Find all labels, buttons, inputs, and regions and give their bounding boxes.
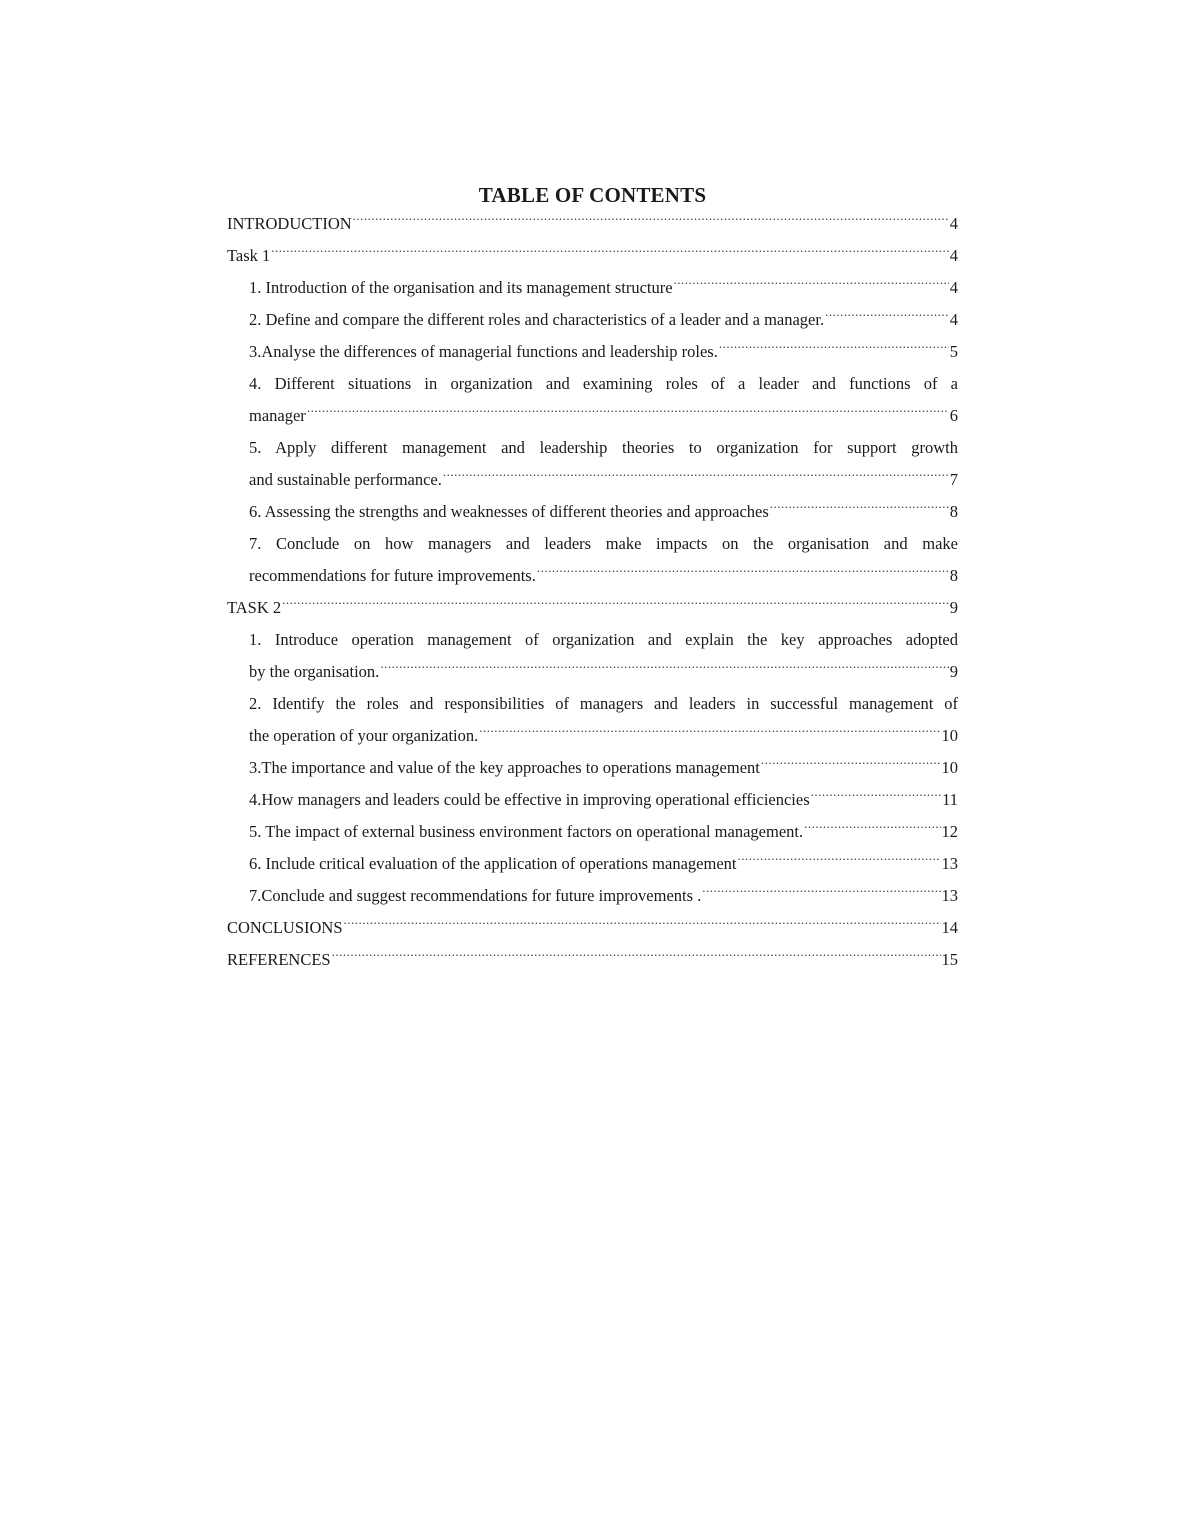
toc-entry-line <box>227 912 958 944</box>
dot-leader <box>674 277 949 294</box>
toc-page-number: 14 <box>941 918 958 937</box>
dot-leader <box>811 789 941 806</box>
dot-leader <box>761 757 941 774</box>
dot-leader <box>271 245 948 262</box>
dot-leader <box>282 597 949 614</box>
toc-entry-line <box>249 336 958 368</box>
toc-page-number: 6 <box>949 406 958 425</box>
toc-entry[interactable] <box>227 272 958 304</box>
toc-entry-text: 1. Introduction of the organisation and its management structure <box>249 278 673 297</box>
toc-entry-text-line1: 2. Identify the roles and responsibilities of managers and leaders in successful management of <box>249 694 958 713</box>
dot-leader <box>737 853 940 870</box>
toc-entry-line <box>249 272 958 304</box>
toc-entry-line <box>249 848 958 880</box>
toc-entry[interactable] <box>227 624 958 688</box>
toc-page-number: 12 <box>941 822 958 841</box>
toc-entry-line <box>249 784 958 816</box>
toc-entry-line <box>249 304 958 336</box>
toc-entry-text: 6. Assessing the strengths and weaknesses of different theories and approaches <box>249 502 769 521</box>
toc-page-number: 9 <box>949 662 958 681</box>
toc-entry-text: the operation of your organization. <box>249 726 479 745</box>
toc-entry-text-line1: 4. Different situations in organization and examining roles of a leader and functions of a <box>249 374 958 393</box>
dot-leader <box>443 469 949 486</box>
toc-entry-line <box>249 752 958 784</box>
toc-entry[interactable] <box>227 304 958 336</box>
toc-entry-text: by the organisation. <box>249 662 380 681</box>
toc-entry-line <box>227 592 958 624</box>
toc-entry-text: 3.The importance and value of the key approaches to operations management <box>249 758 760 777</box>
dot-leader <box>380 661 948 678</box>
toc-entry[interactable] <box>227 688 958 752</box>
toc-page-number: 4 <box>949 278 958 297</box>
toc-entry-line <box>249 496 958 528</box>
toc-entry[interactable] <box>227 208 958 240</box>
dot-leader <box>479 725 940 742</box>
document-page <box>227 182 958 976</box>
toc-entry-line <box>249 656 958 688</box>
toc-entry[interactable] <box>227 368 958 432</box>
toc-entry-line <box>249 880 958 912</box>
toc-entry-text: INTRODUCTION <box>227 214 352 233</box>
toc-entry-line <box>249 720 958 752</box>
toc-entry-text-line1: 5. Apply different management and leadership theories to organization for support growth <box>249 438 958 457</box>
toc-page-number: 8 <box>949 566 958 585</box>
toc-page-number: 10 <box>941 758 958 777</box>
toc-entry[interactable] <box>227 752 958 784</box>
toc-page-number: 13 <box>941 886 958 905</box>
toc-entry[interactable] <box>227 528 958 592</box>
dot-leader <box>307 405 949 422</box>
dot-leader <box>344 917 941 934</box>
toc-page-number: 4 <box>949 246 958 265</box>
toc-entry[interactable] <box>227 944 958 976</box>
dot-leader <box>804 821 940 838</box>
toc-entry-text: REFERENCES <box>227 950 331 969</box>
toc-entry[interactable] <box>227 240 958 272</box>
dot-leader <box>353 213 949 230</box>
toc-entry[interactable] <box>227 912 958 944</box>
toc-list <box>227 208 958 976</box>
toc-entry[interactable] <box>227 816 958 848</box>
dot-leader <box>332 949 941 966</box>
toc-entry-text: 7.Conclude and suggest recommendations for future improvements . <box>249 886 702 905</box>
toc-entry-line <box>249 560 958 592</box>
toc-entry-line <box>227 240 958 272</box>
toc-entry-text: recommendations for future improvements. <box>249 566 536 585</box>
toc-entry[interactable] <box>227 592 958 624</box>
toc-entry-line <box>249 464 958 496</box>
toc-page-number: 9 <box>949 598 958 617</box>
toc-entry-text: CONCLUSIONS <box>227 918 343 937</box>
toc-entry-text: and sustainable performance. <box>249 470 442 489</box>
dot-leader <box>702 885 940 902</box>
toc-page-number: 8 <box>949 502 958 521</box>
toc-page-number: 13 <box>941 854 958 873</box>
toc-entry-text-line1: 7. Conclude on how managers and leaders make impacts on the organisation and make <box>249 534 958 553</box>
toc-title: TABLE OF CONTENTS <box>478 183 707 207</box>
toc-entry-line <box>227 208 958 240</box>
toc-entry-text: TASK 2 <box>227 598 282 617</box>
toc-page-number: 7 <box>949 470 958 489</box>
toc-entry[interactable] <box>227 432 958 496</box>
toc-page-number: 15 <box>941 950 958 969</box>
toc-entry-text: 3.Analyse the differences of managerial functions and leadership roles. <box>249 342 718 361</box>
toc-entry-text-line1: 1. Introduce operation management of organization and explain the key approaches adopted <box>249 630 958 649</box>
toc-page-number: 4 <box>949 214 958 233</box>
toc-entry-line <box>249 400 958 432</box>
toc-entry[interactable] <box>227 336 958 368</box>
toc-entry-text: 2. Define and compare the different roles and characteristics of a leader and a manager. <box>249 310 825 329</box>
toc-entry[interactable] <box>227 848 958 880</box>
toc-entry-line <box>249 816 958 848</box>
toc-entry[interactable] <box>227 880 958 912</box>
toc-entry[interactable] <box>227 784 958 816</box>
dot-leader <box>719 341 949 358</box>
toc-entry-text: 6. Include critical evaluation of the application of operations management <box>249 854 737 873</box>
dot-leader <box>770 501 949 518</box>
toc-entry-text: 5. The impact of external business environment factors on operational management. <box>249 822 804 841</box>
toc-entry-text: manager <box>249 406 306 425</box>
dot-leader <box>537 565 949 582</box>
toc-entry-text: Task 1 <box>227 246 271 265</box>
dot-leader <box>825 309 949 326</box>
toc-entry-line <box>227 944 958 976</box>
toc-entry-text: 4.How managers and leaders could be effective in improving operational efficiencies <box>249 790 810 809</box>
toc-page-number: 11 <box>942 790 958 809</box>
toc-entry[interactable] <box>227 496 958 528</box>
toc-page-number: 5 <box>949 342 958 361</box>
toc-page-number: 4 <box>949 310 958 329</box>
toc-page-number: 10 <box>941 726 958 745</box>
